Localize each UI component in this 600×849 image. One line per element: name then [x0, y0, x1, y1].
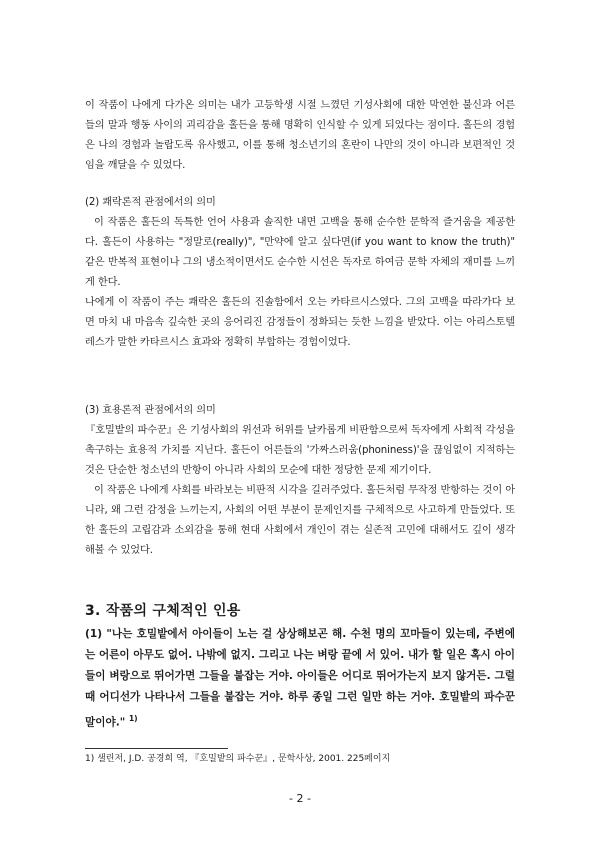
- footnote-divider: [85, 748, 228, 749]
- footnote-reference[interactable]: 1): [128, 714, 138, 723]
- chapter-heading: 3. 작품의 구체적인 인용: [85, 603, 241, 619]
- footnote: 1) 샐린저, J.D. 공경희 역, 『호밀밭의 파수꾼』, 문학사상, 2001. 225페이지: [85, 754, 391, 764]
- intro-paragraph: 이 작품이 나에게 다가온 의미는 내가 고등학생 시절 느꼈던 기성사회에 대한 막연한 불신과 어른들의 말과 행동 사이의 괴리감을 홀든을 통해 명확히 인식할 수 있게 되었다는 점이다. 홀든의 경험은 나의 경험과 놀랍도록 유사했고, 이를 통해 청소년기의 혼란이 나만의 것이 아니라 보편적인 것임을 깨달을 수 있었다.: [85, 100, 515, 171]
- section-utility: [85, 401, 515, 561]
- section-hedonic-paragraph-1: 이 작품은 홀든의 독특한 언어 사용과 솔직한 내면 고백을 통해 순수한 문학적 즐거움을 제공한다. 홀든이 사용하는 "정말로(really)", "만약에 알고 싶다면(if you want to know the truth)" 같은 반복적 표현이나 그의 냉소적이면서도 순수한 시선은 독자로 하여금 문학 자체의 재미를 느끼게 한다.: [85, 217, 515, 288]
- section-utility-paragraph-2: 이 작품은 나에게 사회를 바라보는 비판적 시각을 길러주었다. 홀든처럼 무작정 반항하는 것이 아니라, 왜 그런 감정을 느끼는지, 사회의 어떤 부분이 문제인지를 구체적으로 사고하게 만들었다. 또한 홀든의 고립감과 소외감을 통해 현대 사회에서 개인이 겪는 실존적 고민에 대해서도 깊이 생각해볼 수 있었다.: [85, 485, 515, 556]
- quote-block: [85, 624, 515, 734]
- quote-text: (1) "나는 호밀밭에서 아이들이 노는 걸 상상해보곤 해. 수천 명의 꼬마들이 있는데, 주변에는 어른이 아무도 없어. 나밖에 없지. 그리고 나는 벼랑 끝에 서 있어. 내가 할 일은 혹시 아이들이 벼랑으로 뛰어가면 그들을 붙잡는 거야. 아이들은 어디로 뛰어가는지 보지 않거든. 그럴 때 어디선가 나타나서 그들을 붙잡는 거야. 하루 종일 그런 일만 하는 거야. 호밀밭의 파수꾼 말이야.": [85, 628, 515, 729]
- section-hedonic-paragraph-2: 나에게 이 작품이 주는 쾌락은 홀든의 진솔함에서 오는 카타르시스였다. 그의 고백을 따라가다 보면 마치 내 마음속 깊숙한 곳의 응어리진 감정들이 정화되는 듯한 느낌을 받았다. 이는 아리스토텔레스가 말한 카타르시스 효과와 정확히 부합하는 경험이었다.: [85, 297, 515, 348]
- section-utility-paragraph-1: 『호밀밭의 파수꾼』은 기성사회의 위선과 허위를 날카롭게 비판함으로써 독자에게 사회적 각성을 촉구하는 효용적 가치를 지닌다. 홀든이 어른들의 '가짜스러움(phoniness)'을 끊임없이 지적하는 것은 단순한 청소년의 반항이 아니라 사회의 모순에 대한 정당한 문제 제기이다.: [85, 425, 515, 476]
- section-hedonic: [85, 193, 515, 353]
- intro-section: [85, 96, 515, 176]
- section-utility-heading: (3) 효용론적 관점에서의 의미: [85, 405, 216, 416]
- page-number: - 2 -: [289, 792, 311, 805]
- section-hedonic-heading: (2) 쾌락론적 관점에서의 의미: [85, 197, 216, 208]
